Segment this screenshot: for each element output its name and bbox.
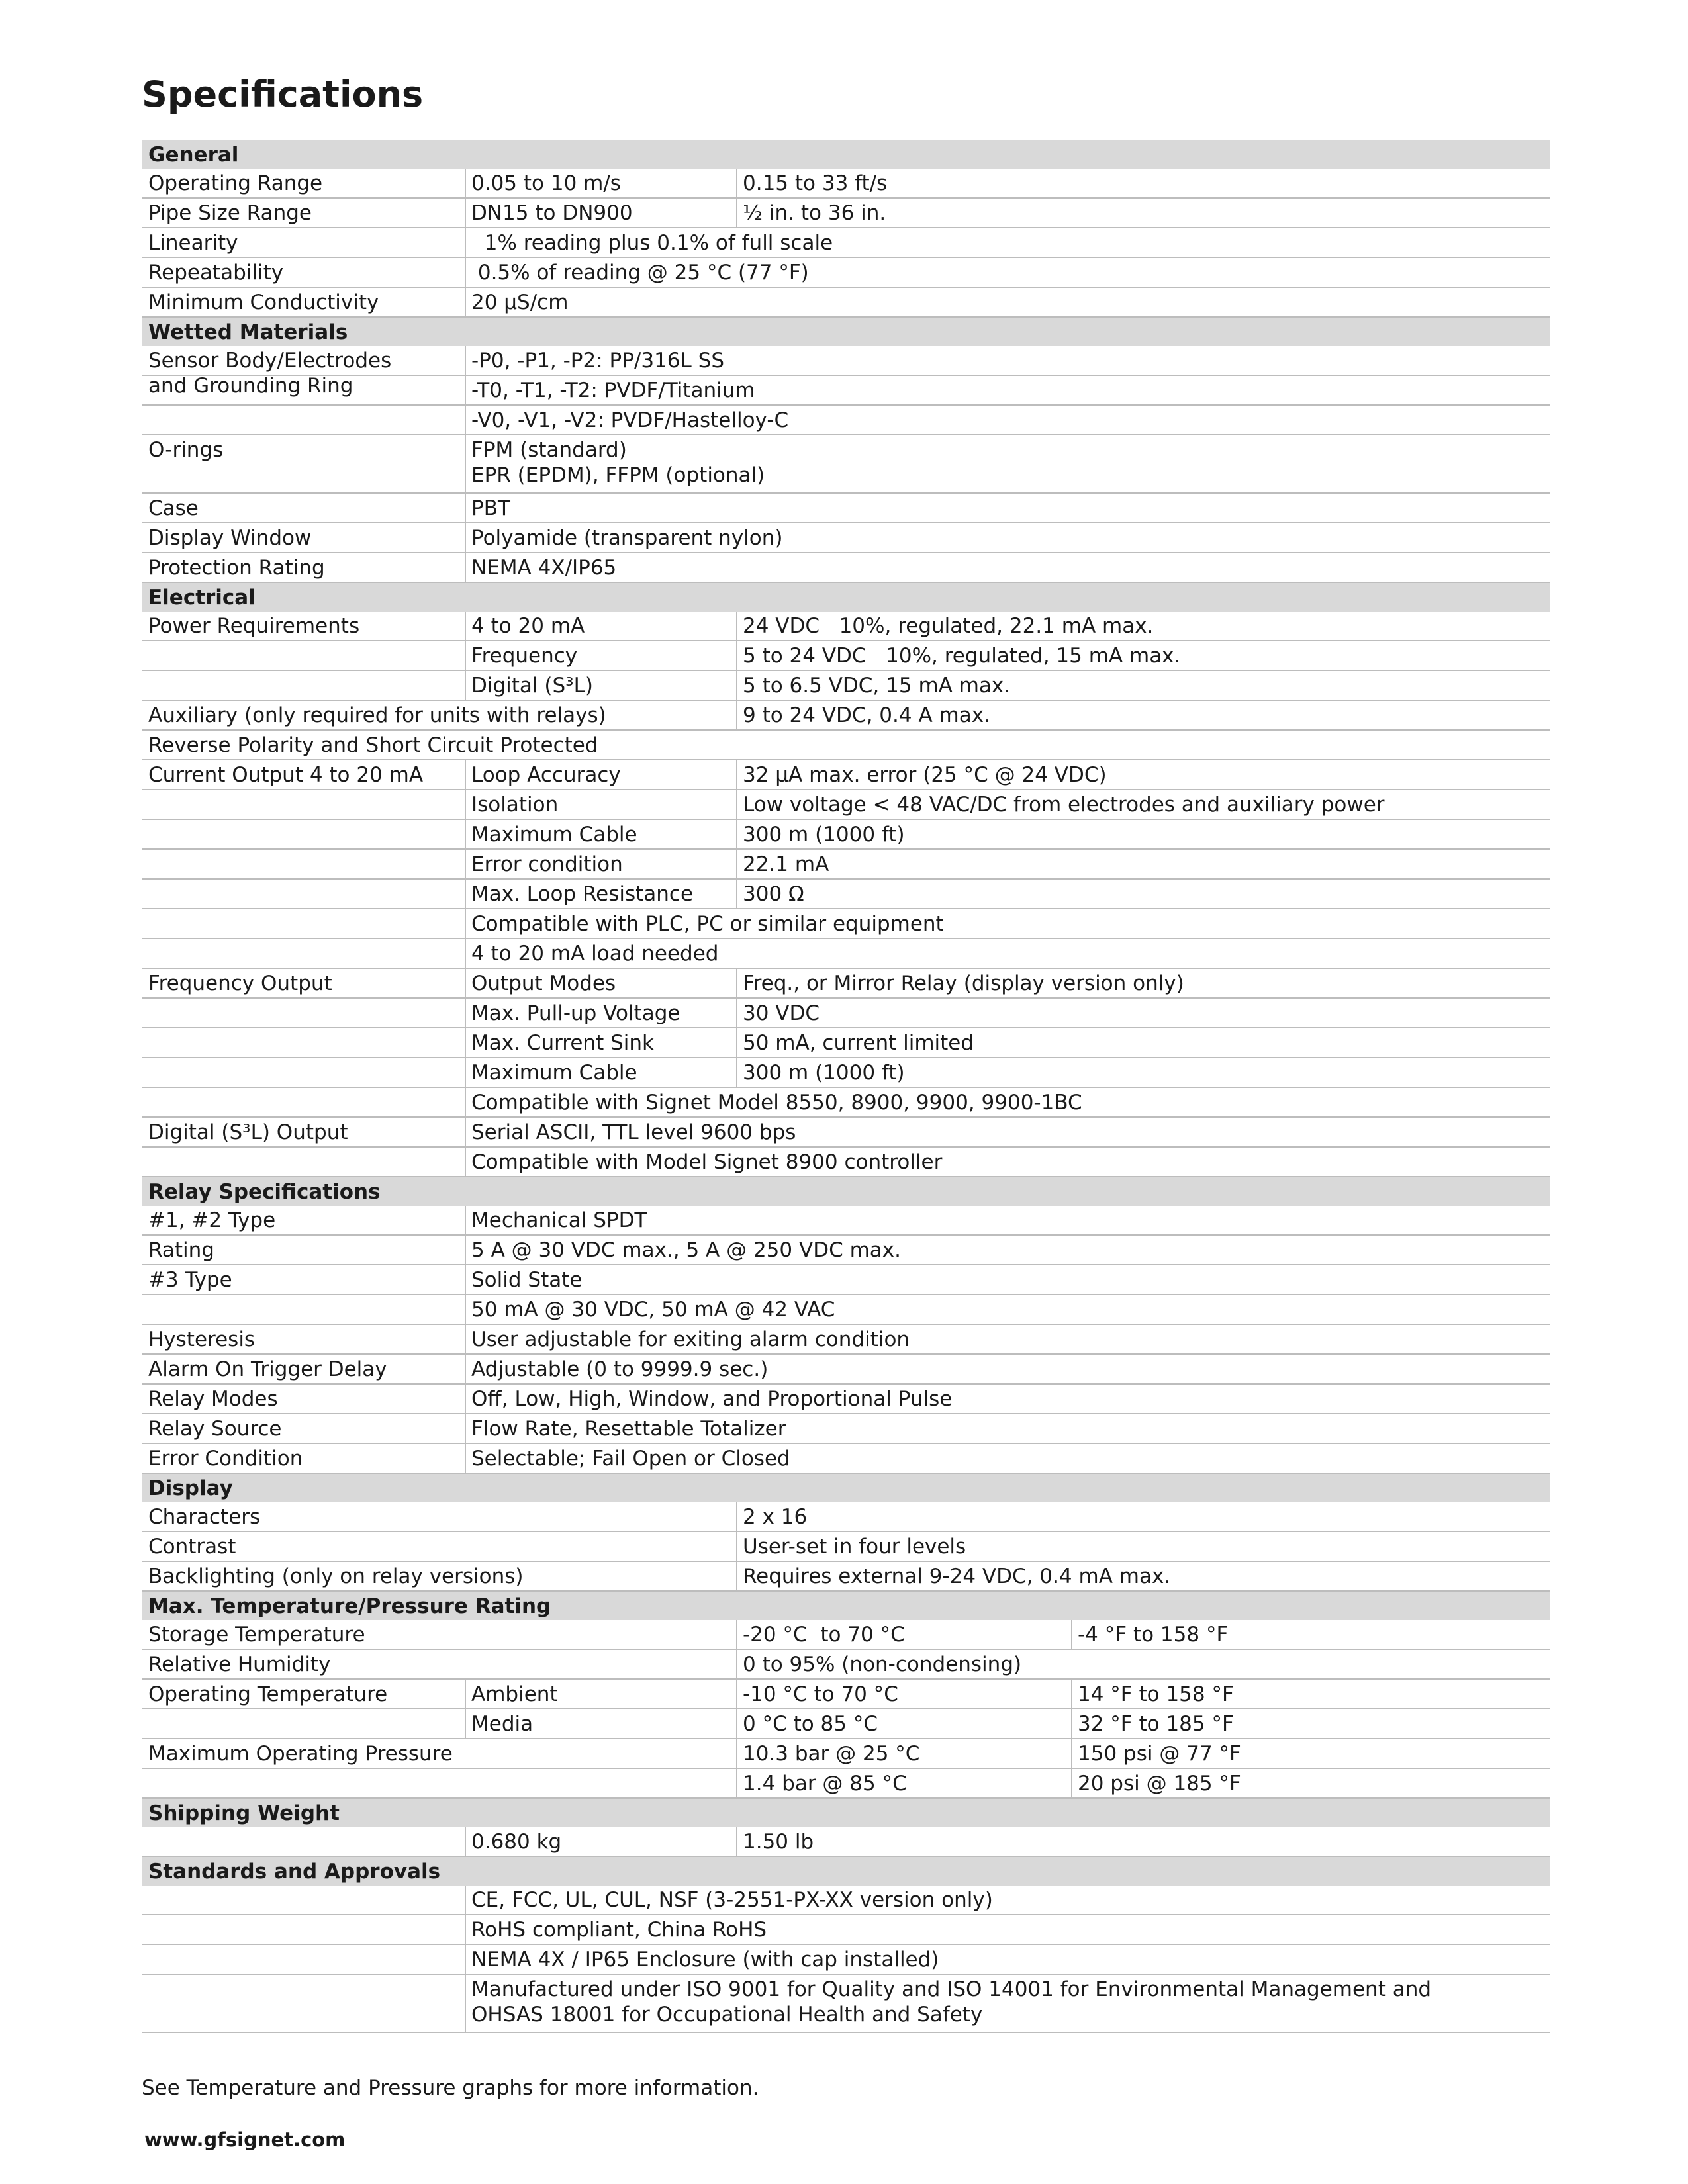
spec-cell: Relative Humidity [148, 1653, 331, 1676]
spec-cell: Backlighting (only on relay versions) [148, 1565, 524, 1588]
spec-cell: 32 µA max. error (25 °C @ 24 VDC) [743, 763, 1107, 787]
spec-cell: 20 psi @ 185 °F [1078, 1772, 1241, 1796]
spec-cell: Loop Accuracy [471, 763, 621, 787]
spec-cell: 1% reading plus 0.1% of full scale [471, 231, 833, 255]
spec-cell: 50 mA @ 30 VDC, 50 mA @ 42 VAC [471, 1298, 835, 1322]
spec-cell: Error condition [471, 852, 623, 876]
spec-cell: -10 °C to 70 °C [743, 1682, 898, 1706]
spec-cell [142, 671, 465, 700]
spec-row [142, 1620, 1550, 1650]
footnote: See Temperature and Pressure graphs for more information. [142, 2076, 759, 2100]
spec-cell [142, 1709, 465, 1738]
spec-cell: Ambient [471, 1682, 558, 1706]
spec-cell: Current Output 4 to 20 mA [148, 763, 424, 787]
spec-cell: NEMA 4X / IP65 Enclosure (with cap installed) [471, 1948, 939, 1972]
spec-row [142, 731, 1550, 760]
spec-cell: Relay Modes [148, 1387, 278, 1411]
spec-cell: -4 °F to 158 °F [1078, 1623, 1229, 1647]
spec-row [142, 288, 1550, 318]
spec-cell: Maximum Cable [471, 823, 637, 846]
spec-row [142, 671, 1550, 701]
spec-cell: Characters [148, 1505, 261, 1529]
spec-cell: Operating Temperature [148, 1682, 388, 1706]
spec-cell: 0.5% of reading @ 25 °C (77 °F) [471, 261, 809, 285]
spec-cell: 1.4 bar @ 85 °C [743, 1772, 907, 1796]
spec-cell: Pipe Size Range [148, 201, 312, 225]
spec-row [142, 1945, 1550, 1975]
section-title: Wetted Materials [148, 320, 348, 344]
section-header [142, 1592, 1550, 1620]
spec-cell: Max. Loop Resistance [471, 882, 694, 906]
spec-row [142, 494, 1550, 523]
spec-row [142, 939, 1550, 969]
section-header [142, 140, 1550, 169]
section-title: Relay Specifications [148, 1180, 381, 1204]
spec-cell: DN15 to DN900 [471, 201, 633, 225]
spec-cell [142, 1769, 736, 1797]
spec-cell: Adjustable (0 to 9999.9 sec.) [471, 1357, 769, 1381]
spec-cell: Case [148, 496, 199, 520]
spec-cell: Compatible with Model Signet 8900 controller [471, 1150, 943, 1174]
spec-cell: Operating Range [148, 171, 323, 195]
spec-cell: #1, #2 Type [148, 1208, 276, 1232]
spec-cell: Output Modes [471, 972, 616, 995]
spec-cell: Manufactured under ISO 9001 for Quality and ISO 14001 for Environmental Management and OHSAS 18001 for Occupational Health and Safety [471, 1978, 1432, 2026]
spec-cell [142, 641, 465, 670]
section-title: Standards and Approvals [148, 1860, 441, 1884]
spec-cell: Frequency Output [148, 972, 332, 995]
spec-cell: 20 µS/cm [471, 291, 569, 314]
spec-cell: Selectable; Fail Open or Closed [471, 1447, 790, 1471]
spec-row [142, 1028, 1550, 1058]
spec-cell [142, 1088, 465, 1116]
spec-cell: 0.680 kg [471, 1830, 562, 1854]
spec-row [142, 1827, 1550, 1857]
spec-cell: 5 A @ 30 VDC max., 5 A @ 250 VDC max. [471, 1238, 901, 1262]
spec-cell: Hysteresis [148, 1328, 256, 1351]
spec-row [142, 1562, 1550, 1592]
spec-cell: 0 to 95% (non-condensing) [743, 1653, 1022, 1676]
spec-cell: -V0, -V1, -V2: PVDF/Hastelloy-C [471, 408, 789, 432]
spec-cell: 2 x 16 [743, 1505, 808, 1529]
spec-row [142, 1148, 1550, 1177]
spec-cell: Protection Rating [148, 556, 325, 580]
section-header [142, 1474, 1550, 1502]
spec-cell: Media [471, 1712, 534, 1736]
spec-row [142, 820, 1550, 850]
spec-cell: Reverse Polarity and Short Circuit Protected [148, 733, 598, 757]
section-header [142, 1177, 1550, 1206]
spec-cell: -20 °C to 70 °C [743, 1623, 905, 1647]
spec-cell: 300 m (1000 ft) [743, 1061, 905, 1085]
spec-cell: Low voltage < 48 VAC/DC from electrodes and auxiliary power [743, 793, 1385, 817]
spec-cell: Frequency [471, 644, 578, 668]
spec-cell: Max. Pull-up Voltage [471, 1001, 680, 1025]
spec-row [142, 1058, 1550, 1088]
spec-row [142, 1709, 1550, 1739]
spec-row [142, 228, 1550, 258]
spec-row [142, 880, 1550, 909]
spec-cell: Maximum Operating Pressure [148, 1742, 453, 1766]
spec-cell [142, 939, 465, 968]
spec-cell: 32 °F to 185 °F [1078, 1712, 1234, 1736]
spec-row [142, 1325, 1550, 1355]
spec-cell [142, 850, 465, 878]
spec-cell: Sensor Body/Electrodes and Grounding Ring [148, 349, 392, 398]
spec-cell: Alarm On Trigger Delay [148, 1357, 387, 1381]
spec-cell: 24 VDC 10%, regulated, 22.1 mA max. [743, 614, 1154, 638]
spec-row [142, 1444, 1550, 1474]
spec-row [142, 999, 1550, 1028]
spec-cell: 5 to 24 VDC 10%, regulated, 15 mA max. [743, 644, 1181, 668]
spec-cell [142, 406, 465, 434]
spec-cell: Digital (S³L) [471, 674, 593, 698]
spec-row [142, 1206, 1550, 1236]
spec-cell: 1.50 lb [743, 1830, 814, 1854]
page-title: Specifications [142, 73, 424, 115]
spec-row [142, 1355, 1550, 1385]
spec-cell: 30 VDC [743, 1001, 820, 1025]
spec-cell: 150 psi @ 77 °F [1078, 1742, 1241, 1766]
spec-table [142, 140, 1550, 2033]
spec-cell [142, 1945, 465, 1974]
spec-cell: 10.3 bar @ 25 °C [743, 1742, 920, 1766]
spec-cell: Minimum Conductivity [148, 291, 379, 314]
spec-cell: RoHS compliant, China RoHS [471, 1918, 767, 1942]
spec-row [142, 1414, 1550, 1444]
spec-row [142, 641, 1550, 671]
spec-cell [142, 790, 465, 819]
spec-cell [142, 1058, 465, 1087]
spec-row [142, 1532, 1550, 1562]
section-title: Electrical [148, 586, 256, 610]
spec-cell: 22.1 mA [743, 852, 829, 876]
spec-cell: O-rings [148, 438, 224, 462]
spec-cell: PBT [471, 496, 510, 520]
spec-cell: 0.15 to 33 ft/s [743, 171, 888, 195]
section-header [142, 1799, 1550, 1827]
spec-cell: 300 m (1000 ft) [743, 823, 905, 846]
spec-cell: Freq., or Mirror Relay (display version only) [743, 972, 1184, 995]
spec-cell: Power Requirements [148, 614, 360, 638]
spec-row [142, 1769, 1550, 1799]
spec-cell: Compatible with Signet Model 8550, 8900, 9900, 9900-1BC [471, 1091, 1082, 1115]
spec-cell: 4 to 20 mA [471, 614, 585, 638]
spec-cell [142, 880, 465, 908]
spec-row [142, 760, 1550, 790]
spec-cell: ½ in. to 36 in. [743, 201, 886, 225]
spec-cell: Solid State [471, 1268, 583, 1292]
spec-row [142, 169, 1550, 199]
spec-cell [142, 999, 465, 1027]
spec-cell: Auxiliary (only required for units with relays) [148, 704, 606, 727]
section-header [142, 583, 1550, 612]
spec-cell: 5 to 6.5 VDC, 15 mA max. [743, 674, 1011, 698]
spec-row [142, 1385, 1550, 1414]
section-title: Display [148, 1477, 233, 1500]
spec-cell: Off, Low, High, Window, and Proportional Pulse [471, 1387, 953, 1411]
spec-cell: Isolation [471, 793, 559, 817]
spec-cell: Maximum Cable [471, 1061, 637, 1085]
website-url: www.gfsignet.com [144, 2128, 346, 2151]
spec-cell: 14 °F to 158 °F [1078, 1682, 1234, 1706]
spec-row [142, 199, 1550, 228]
spec-row [142, 1886, 1550, 1915]
spec-row [142, 1915, 1550, 1945]
spec-row [142, 909, 1550, 939]
spec-cell: Repeatability [148, 261, 284, 285]
spec-cell: FPM (standard) EPR (EPDM), FFPM (optional) [471, 438, 765, 487]
spec-cell: User-set in four levels [743, 1535, 966, 1559]
spec-cell: 9 to 24 VDC, 0.4 A max. [743, 704, 990, 727]
spec-row [142, 258, 1550, 288]
spec-cell [142, 1148, 465, 1176]
spec-cell: -T0, -T1, -T2: PVDF/Titanium [471, 379, 755, 402]
spec-row [142, 1236, 1550, 1265]
spec-cell: Storage Temperature [148, 1623, 365, 1647]
section-header [142, 318, 1550, 346]
section-header [142, 1857, 1550, 1886]
spec-cell [142, 1975, 465, 2032]
spec-cell: 0 °C to 85 °C [743, 1712, 878, 1736]
spec-cell: Max. Current Sink [471, 1031, 654, 1055]
spec-row [142, 435, 1550, 494]
spec-cell: #3 Type [148, 1268, 232, 1292]
spec-cell: Polyamide (transparent nylon) [471, 526, 783, 550]
spec-row [142, 701, 1550, 731]
spec-cell [142, 1827, 465, 1856]
spec-cell: 0.05 to 10 m/s [471, 171, 621, 195]
spec-cell [142, 820, 465, 848]
spec-cell: Linearity [148, 231, 238, 255]
spec-cell: 4 to 20 mA load needed [471, 942, 719, 966]
spec-row [142, 1265, 1550, 1295]
spec-row [142, 1118, 1550, 1148]
spec-row [142, 612, 1550, 641]
spec-cell: Display Window [148, 526, 312, 550]
spec-row [142, 1975, 1550, 2033]
spec-row [142, 1680, 1550, 1709]
spec-row [142, 1502, 1550, 1532]
spec-cell: Flow Rate, Resettable Totalizer [471, 1417, 786, 1441]
spec-cell [142, 1295, 465, 1324]
spec-cell: Digital (S³L) Output [148, 1120, 348, 1144]
spec-cell: 300 Ω [743, 882, 804, 906]
spec-row [142, 850, 1550, 880]
spec-cell [142, 1028, 465, 1057]
spec-cell: Serial ASCII, TTL level 9600 bps [471, 1120, 796, 1144]
spec-row [142, 1088, 1550, 1118]
spec-cell [142, 909, 465, 938]
spec-row [142, 790, 1550, 820]
spec-cell: User adjustable for exiting alarm condition [471, 1328, 910, 1351]
spec-row [142, 1739, 1550, 1769]
spec-row [142, 553, 1550, 583]
section-title: Max. Temperature/Pressure Rating [148, 1594, 551, 1618]
spec-cell: Requires external 9-24 VDC, 0.4 mA max. [743, 1565, 1171, 1588]
spec-cell: Error Condition [148, 1447, 303, 1471]
spec-cell: Relay Source [148, 1417, 282, 1441]
spec-cell: Rating [148, 1238, 214, 1262]
spec-cell [142, 1915, 465, 1944]
spec-row [142, 523, 1550, 553]
spec-row [142, 406, 1550, 435]
spec-cell: Compatible with PLC, PC or similar equipment [471, 912, 944, 936]
spec-cell: 50 mA, current limited [743, 1031, 974, 1055]
spec-cell: CE, FCC, UL, CUL, NSF (3-2551-PX-XX version only) [471, 1888, 993, 1912]
spec-cell: NEMA 4X/IP65 [471, 556, 617, 580]
spec-cell: -P0, -P1, -P2: PP/316L SS [471, 349, 725, 373]
spec-row [142, 1650, 1550, 1680]
spec-row [142, 1295, 1550, 1325]
section-title: General [148, 143, 239, 167]
section-title: Shipping Weight [148, 1801, 340, 1825]
spec-cell: Contrast [148, 1535, 236, 1559]
spec-cell: Mechanical SPDT [471, 1208, 647, 1232]
spec-cell [142, 1886, 465, 1914]
spec-row [142, 969, 1550, 999]
